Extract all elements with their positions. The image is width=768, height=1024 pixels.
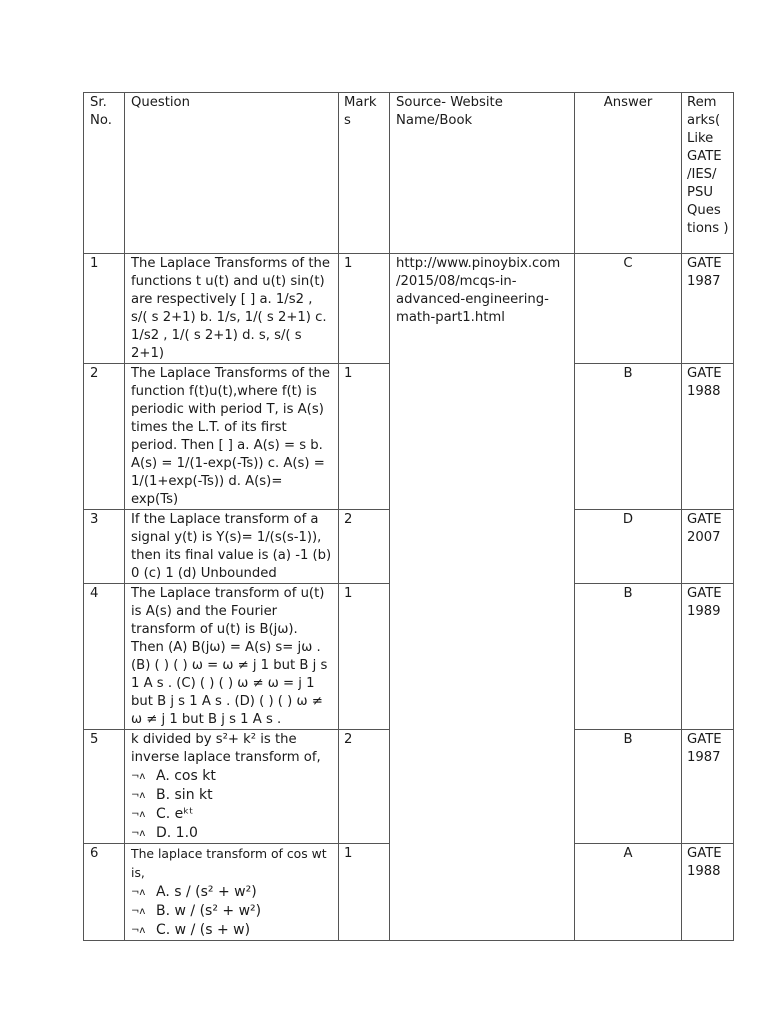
header-answer: Answer [575,93,682,254]
option-item [131,805,332,824]
option-item [131,767,332,786]
row-remarks: GATE 1987 [682,254,734,364]
row-sr: 6 [84,844,125,941]
question-table [83,92,734,941]
row-sr: 2 [84,364,125,510]
option-item [131,902,332,921]
table-row [84,254,734,364]
bullet-icon: ¬ʌ [131,790,146,801]
row-remarks: GATE 2007 [682,510,734,584]
header-question: Question [125,93,339,254]
row-marks: 1 [339,364,390,510]
question-text: The laplace transform of cos wt is, [131,846,327,880]
bullet-icon: ¬ʌ [131,771,146,782]
row-answer: B [575,364,682,510]
row-marks: 1 [339,584,390,730]
row-source: http://www.pinoybix.com /2015/08/mcqs-in- advanced-engineering- math-part1.html [390,254,575,941]
row-sr: 3 [84,510,125,584]
row-remarks: GATE 1987 [682,730,734,844]
bullet-icon: ¬ʌ [131,906,146,917]
row-question [125,730,339,844]
option-label: A. cos kt [156,768,216,784]
row-question: If the Laplace transform of a signal y(t) is Y(s)= 1/(s(s-1)), then its final value is (a) -1 (b) 0 (c) 1 (d) Unbounded [125,510,339,584]
row-answer: D [575,510,682,584]
row-sr: 5 [84,730,125,844]
option-label: B. sin kt [156,787,213,803]
row-marks: 2 [339,510,390,584]
header-source: Source- Website Name/Book [390,93,575,254]
option-item [131,921,332,940]
option-label: B. w / (s² + w²) [156,903,262,919]
option-item [131,883,332,902]
row-remarks: GATE 1988 [682,364,734,510]
row-question: The Laplace transform of u(t) is A(s) and the Fourier transform of u(t) is B(jω). Then (A) B(jω) = A(s) s= jω . (B) ( ) ( ) ω = ω ≠ j 1 but B j s 1 A s . (C) ( ) ( ) ω ≠ ω = j 1 but B j s 1 A s . (D) ( ) ( ) ω ≠ ω ≠ j 1 but B j s 1 A s . [125,584,339,730]
row-answer: B [575,584,682,730]
option-label: C. w / (s + w) [156,922,251,938]
row-question [125,844,339,941]
row-remarks: GATE 1989 [682,584,734,730]
row-sr: 4 [84,584,125,730]
row-marks: 1 [339,844,390,941]
row-answer: C [575,254,682,364]
row-question: The Laplace Transforms of the functions t u(t) and u(t) sin(t) are respectively [ ] a. 1/s2 , s/( s 2+1) b. 1/s, 1/( s 2+1) c. 1/s2 , 1/( s 2+1) d. s, s/( s 2+1) [125,254,339,364]
row-marks: 2 [339,730,390,844]
bullet-icon: ¬ʌ [131,809,146,820]
row-question: The Laplace Transforms of the function f(t)u(t),where f(t) is periodic with period T, is A(s) times the L.T. of its first period. Then [ ] a. A(s) = s b. A(s) = 1/(1-exp(-Ts)) c. A(s) = 1/(1+exp(-Ts)) d. A(s)= exp(Ts) [125,364,339,510]
header-row [84,93,734,254]
bullet-icon: ¬ʌ [131,828,146,839]
row-marks: 1 [339,254,390,364]
option-item [131,824,332,843]
header-marks: Mark s [339,93,390,254]
header-remarks: Rem arks( Like GATE /IES/ PSU Ques tions ) [682,93,734,254]
bullet-icon: ¬ʌ [131,887,146,898]
row-sr: 1 [84,254,125,364]
bullet-icon: ¬ʌ [131,925,146,936]
row-remarks: GATE 1988 [682,844,734,941]
row-answer: B [575,730,682,844]
option-item [131,786,332,805]
option-label: A. s / (s² + w²) [156,884,257,900]
question-text: k divided by s²+ k² is the inverse laplace transform of, [131,732,321,765]
option-label: D. 1.0 [156,825,198,841]
row-answer: A [575,844,682,941]
option-label: C. eᵏᵗ [156,806,194,822]
header-sr: Sr. No. [84,93,125,254]
